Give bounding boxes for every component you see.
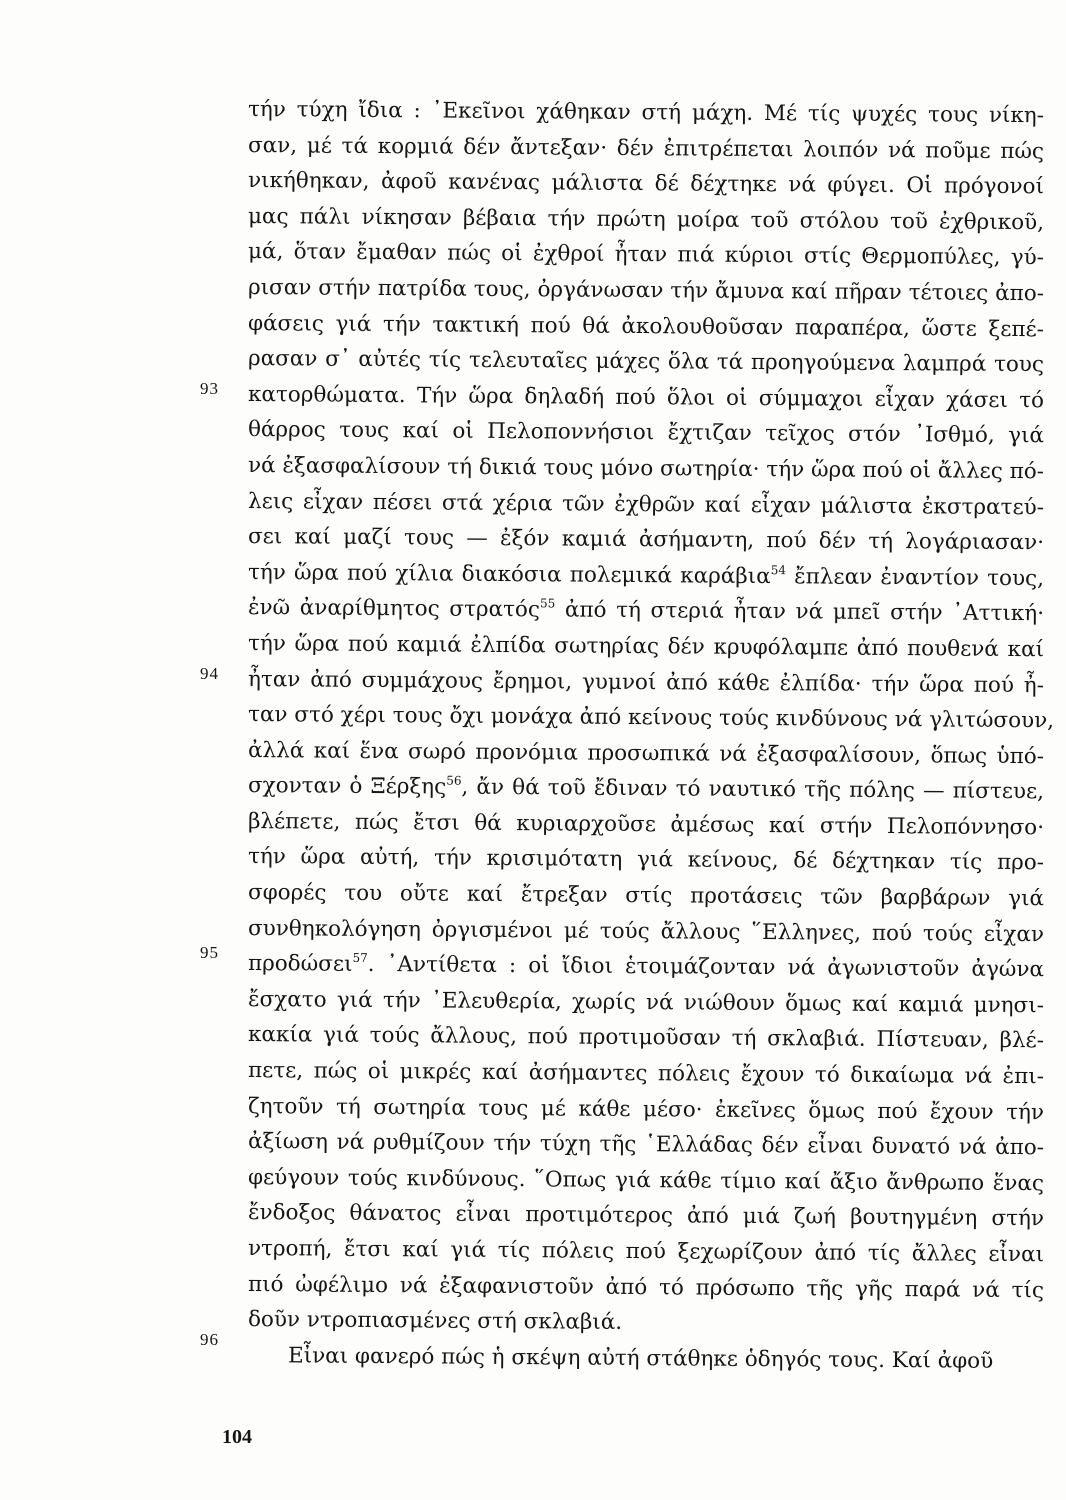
text-line: πιό ὠφέλιμο νά ἐξαφανιστοῦν ἀπό τό πρόσωπο τῆς γῆς παρά νά τίς xyxy=(247,1271,1045,1303)
text-line: τήν τύχη ἴδια : ᾿Εκεῖνοι χάθηκαν στή μάχη. Μέ τίς ψυχές τους νίκη- xyxy=(247,97,1045,129)
text-line: ἐνῶ ἀναρίθμητος στρατός$^{55}$ ἀπό τή στεριά ἦταν νά μπεῖ στήν ᾿Αττική· xyxy=(247,595,1045,627)
text-line: Εἶναι φανερό πώς ἡ σκέψη αὐτή στάθηκε ὁδηγός τους. Καί ἀφοῦ xyxy=(287,1343,994,1374)
text-line: προδώσει$^{57}$. ᾿Αντίθετα : οἱ ἴδιοι ἑτοιμάζονταν νά ἀγωνιστοῦν ἀγώνα xyxy=(247,951,1045,983)
text-line: κατορθώματα. Τήν ὥρα δηλαδή πού ὅλοι οἱ σύμμαχοι εἶχαν χάσει τό xyxy=(247,381,1045,414)
footnote-marker: 54 xyxy=(770,562,787,577)
text-line: λεις εἶχαν πέσει στά χέρια τῶν ἐχθρῶν καί εἶχαν μάλιστα ἐκστρατεύ- xyxy=(247,488,1045,520)
text-line: σει καί μαζί τους — ἐξόν καμιά ἀσήμαντη, πού δέν τή λογάριασαν· xyxy=(247,524,1045,556)
text-line: θάρρος τους καί οἱ Πελοποννήσιοι ἔχτιζαν τεῖχος στόν ᾿Ισθμό, γιά xyxy=(247,417,1045,449)
text-line: σαν, μέ τά κορμιά δέν ἄντεξαν· δέν ἐπιτρέπεται λοιπόν νά ποῦμε πώς xyxy=(247,132,1045,164)
text-line: σχονταν ὁ Ξέρξης$^{56}$, ἄν θά τοῦ ἔδιναν τό ναυτικό τῆς πόλης — πίστευε, xyxy=(247,773,1045,805)
text-line: ἀξίωση νά ρυθμίζουν τήν τύχη τῆς ῾Ελλάδας δέν εἶναι δυνατό νά ἀπο- xyxy=(247,1129,1045,1161)
text-line: ἔσχατο γιά τήν ᾿Ελευθερία, χωρίς νά νιώθουν ὅμως καί καμιά μνησι- xyxy=(247,986,1045,1019)
text-line: ρασαν σ᾿ αὐτές τίς τελευταῖες μάχες ὅλα τά προηγούμενα λαμπρά τους xyxy=(247,346,1045,378)
text-line: νά ἐξασφαλίσουν τή δικιά τους μόνο σωτηρία· τήν ὥρα πού οἱ ἄλλες πό- xyxy=(247,452,1045,485)
text-line: ἀλλά καί ἕνα σωρό προνόμια προσωπικά νά ἐξασφαλίσουν, ὅπως ὑπό- xyxy=(247,737,1045,769)
text-line: κακία γιά τούς ἄλλους, πού προτιμοῦσαν τή σκλαβιά. Πίστευαν, βλέ- xyxy=(247,1022,1045,1054)
text-line: δοῦν ντροπιασμένες στή σκλαβιά. xyxy=(247,1307,623,1336)
text-block xyxy=(247,92,1055,1374)
section-number: 96 xyxy=(200,1330,219,1349)
text-line: βλέπετε, πώς ἔτσι θά κυριαρχοῦσε ἀμέσως καί στήν Πελοπόννησο· xyxy=(247,808,1045,841)
text-line: μά, ὅταν ἔμαθαν πώς οἱ ἐχθροί ἦταν πιά κύριοι στίς Θερμοπύλες, γύ- xyxy=(247,239,1045,271)
section-number: 94 xyxy=(200,664,219,683)
text-line: μας πάλι νίκησαν βέβαια τήν πρώτη μοίρα τοῦ στόλου τοῦ ἐχθρικοῦ, xyxy=(247,203,1045,236)
text-line: ζητοῦν τή σωτηρία τους μέ κάθε μέσο· ἐκεῖνες ὅμως πού ἔχουν τήν xyxy=(247,1093,1045,1125)
text-line: πετε, πώς οἱ μικρές καί ἀσήμαντες πόλεις ἔχουν τό δικαίωμα νά ἐπι- xyxy=(247,1058,1045,1090)
section-number: 93 xyxy=(200,379,219,398)
text-line: ἦταν ἀπό συμμάχους ἔρημοι, γυμνοί ἀπό κάθε ἐλπίδα· τήν ὥρα πού ἦ- xyxy=(247,666,1045,698)
text-line: σφορές του οὔτε καί ἔτρεξαν στίς προτάσεις τῶν βαρβάρων γιά xyxy=(247,880,1045,912)
text-line: ντροπή, ἔτσι καί γιά τίς πόλεις πού ξεχωρίζουν ἀπό τίς ἄλλες εἶναι xyxy=(247,1236,1045,1268)
section-number: 95 xyxy=(200,943,219,962)
footnote-marker: 55 xyxy=(539,596,556,611)
text-line: τήν ὥρα πού χίλια διακόσια πολεμικά καράβια$^{54}$ ἔπλεαν ἐναντίον τους, xyxy=(247,559,1045,591)
footnote-marker: 57 xyxy=(352,951,368,966)
text-line: ταν στό χέρι τους ὄχι μονάχα ἀπό κείνους τούς κινδύνους νά γλιτώσουν, xyxy=(247,702,1055,734)
text-line: νικήθηκαν, ἀφοῦ κανένας μάλιστα δέ δέχτηκε νά φύγει. Οἱ πρόγονοί xyxy=(247,168,1045,200)
footnote-marker: 56 xyxy=(446,773,462,788)
page-number: 104 xyxy=(222,1426,252,1448)
text-line: τήν ὥρα πού καμιά ἐλπίδα σωτηρίας δέν κρυφόλαμπε ἀπό πουθενά καί xyxy=(247,630,1045,663)
text-line: φάσεις γιά τήν τακτική πού θά ἀκολουθοῦσαν παραπέρα, ὥστε ξεπέ- xyxy=(247,310,1045,342)
text-line: φεύγουν τούς κινδύνους. ῞Οπως γιά κάθε τίμιο καί ἄξιο ἄνθρωπο ἕνας xyxy=(247,1164,1045,1197)
text-line: ρισαν στήν πατρίδα τους, ὀργάνωσαν τήν ἄμυνα καί πῆραν τέτοιες ἀπο- xyxy=(247,274,1045,307)
text-line: τήν ὥρα αὐτή, τήν κρισιμότατη γιά κείνους, δέ δέχτηκαν τίς προ- xyxy=(247,844,1045,876)
text-line: ἔνδοξος θάνατος εἶναι προτιμότερος ἀπό μιά ζωή βουτηγμένη στήν xyxy=(247,1200,1045,1232)
text-line: συνθηκολόγηση ὀργισμένοι μέ τούς ἄλλους ῞Ελληνες, πού τούς εἶχαν xyxy=(247,915,1045,947)
